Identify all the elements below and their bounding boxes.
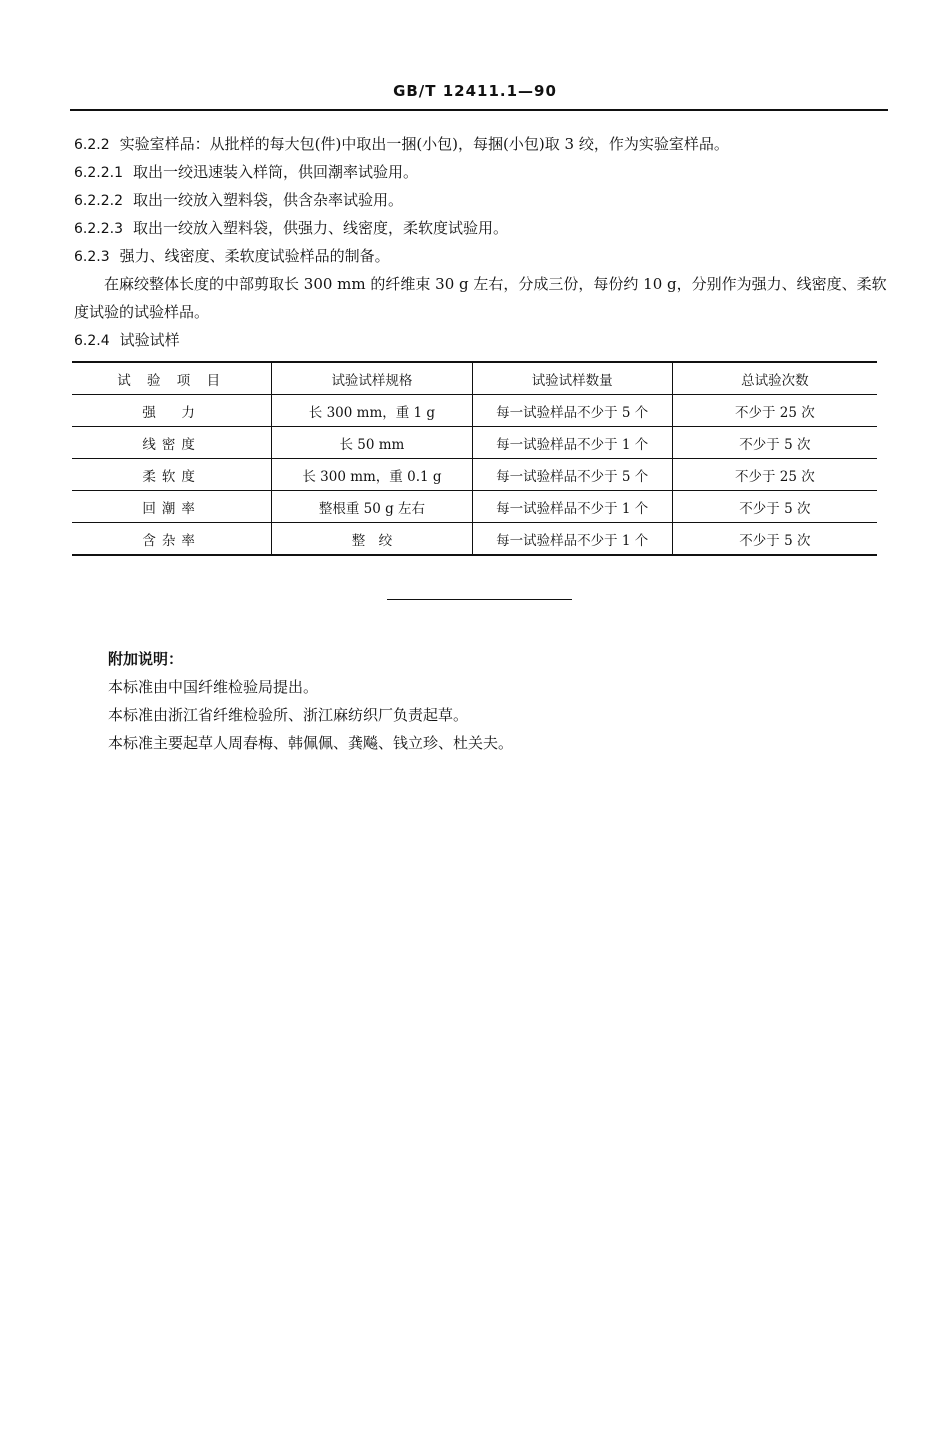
section-number: 6.2.2.1: [74, 165, 123, 181]
section-6-2-2-1: [74, 158, 889, 186]
table-cell: 每一试验样品不少于 1 个: [472, 523, 672, 556]
additional-notes: [108, 645, 888, 757]
table-row: [72, 427, 877, 459]
body-text: [74, 130, 889, 354]
table-header-cell: 总试验次数: [672, 362, 877, 395]
section-text: 强力、线密度、柔软度试验样品的制备。: [119, 247, 390, 265]
section-text: 取出一绞放入塑料袋，供强力、线密度，柔软度试验用。: [132, 219, 508, 237]
table-cell: 含杂率: [72, 523, 272, 556]
test-specimen-table: [72, 361, 877, 556]
table-cell: 长 300 mm，重 0.1 g: [272, 459, 472, 491]
table-cell: 强 力: [72, 395, 272, 427]
section-6-2-2: [74, 130, 889, 158]
table-cell: 每一试验样品不少于 5 个: [472, 459, 672, 491]
table-row: [72, 459, 877, 491]
section-6-2-3: [74, 242, 889, 270]
table-row: [72, 395, 877, 427]
table-cell: 整根重 50 g 左右: [272, 491, 472, 523]
end-rule: [387, 599, 572, 600]
table-header-cell: 试验试样数量: [472, 362, 672, 395]
table-cell: 柔软度: [72, 459, 272, 491]
table-cell: 不少于 25 次: [672, 459, 877, 491]
table-cell: 每一试验样品不少于 1 个: [472, 427, 672, 459]
section-text: 取出一绞迅速装入样筒，供回潮率试验用。: [132, 163, 418, 181]
section-6-2-2-3: [74, 214, 889, 242]
table-cell: 不少于 5 次: [672, 491, 877, 523]
table-cell: 线密度: [72, 427, 272, 459]
section-6-2-2-2: [74, 186, 889, 214]
table-cell: 不少于 5 次: [672, 523, 877, 556]
section-number: 6.2.3: [74, 249, 110, 265]
table-cell: 不少于 5 次: [672, 427, 877, 459]
header-rule: [70, 109, 888, 111]
notes-line: 本标准由中国纤维检验局提出。: [108, 678, 319, 696]
notes-line: 本标准主要起草人周春梅、韩佩佩、龚飚、钱立珍、杜关夫。: [108, 734, 514, 752]
section-text: 取出一绞放入塑料袋，供含杂率试验用。: [132, 191, 403, 209]
table-header-cell: 试 验 项 目: [72, 362, 272, 395]
body-paragraph: 在麻绞整体长度的中部剪取长 300 mm 的纤维束 30 g 左右，分成三份，每份约 10 g，分别作为强力、线密度、柔软度试验的试验样品。: [74, 275, 887, 321]
section-6-2-4: [74, 326, 889, 354]
table-cell: 不少于 25 次: [672, 395, 877, 427]
section-number: 6.2.2: [74, 137, 110, 153]
section-number: 6.2.2.3: [74, 221, 123, 237]
section-text: 实验室样品：从批样的每大包(件)中取出一捆(小包)，每捆(小包)取 3 绞，作为实验室样品。: [119, 135, 729, 153]
table-row: [72, 523, 877, 556]
notes-title: 附加说明：: [108, 650, 184, 668]
page-header: GB/T 12411.1—90: [393, 82, 557, 100]
table-cell: 回潮率: [72, 491, 272, 523]
section-number: 6.2.4: [74, 333, 110, 349]
table-cell: 每一试验样品不少于 1 个: [472, 491, 672, 523]
table-cell: 每一试验样品不少于 5 个: [472, 395, 672, 427]
section-text: 试验试样: [119, 331, 180, 349]
section-number: 6.2.2.2: [74, 193, 123, 209]
table-cell: 整 绞: [272, 523, 472, 556]
table-cell: 长 300 mm，重 1 g: [272, 395, 472, 427]
table-cell: 长 50 mm: [272, 427, 472, 459]
table-row: [72, 491, 877, 523]
notes-line: 本标准由浙江省纤维检验所、浙江麻纺织厂负责起草。: [108, 706, 469, 724]
table-header-cell: 试验试样规格: [272, 362, 472, 395]
table-header-row: [72, 362, 877, 395]
